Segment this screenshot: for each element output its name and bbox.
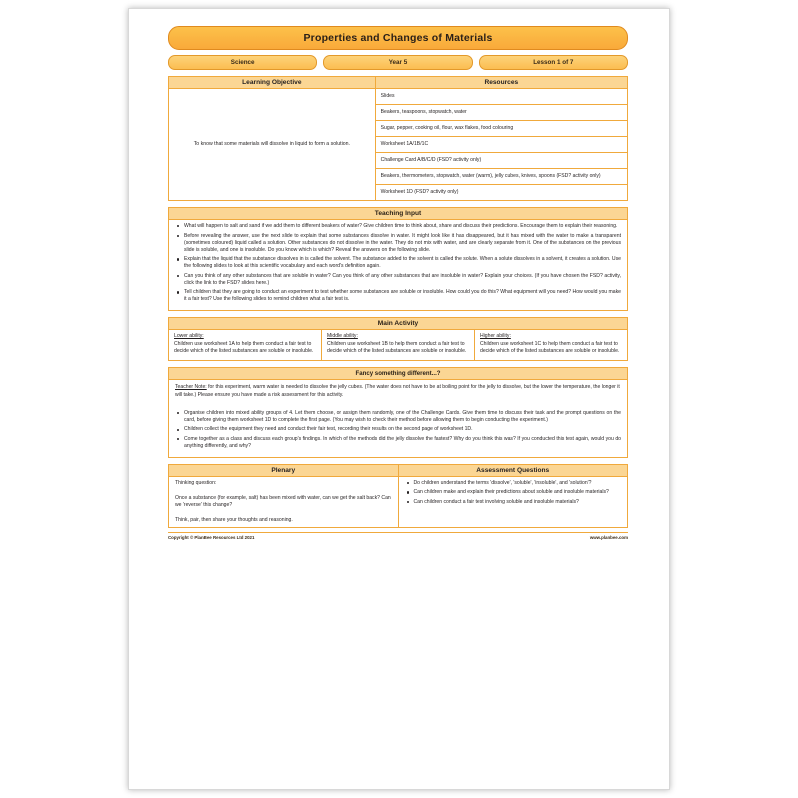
- teaching-input-section: [168, 207, 628, 311]
- middle-ability-label: Middle ability:: [327, 332, 358, 339]
- fancy-heading: Fancy something different...?: [169, 368, 627, 380]
- middle-ability-text: Children use worksheet 1B to help them conduct a fair test to decide which of the listed substances are soluble or insoluble.: [327, 341, 467, 355]
- teaching-input-bullet: Explain that the liquid that the substance dissolves in is called the solvent. The substance added to the solvent is called the solute. When a solute dissolves in a solvent, it creates a solution. Use the following slides to look at this scientific vocabulary and each word's definition again.: [175, 256, 621, 270]
- plenary-paragraph: Thinking question:: [175, 479, 217, 486]
- fancy-bullet: Come together as a class and discuss each group's findings. In which of the methods did the jelly dissolve the fastest? Why do you think this was? If you conducted this test again, would you do anything differently, and why?: [175, 436, 621, 450]
- objective-resources-table: [168, 76, 628, 201]
- resource-item: Slides: [376, 89, 627, 105]
- assessment-question: Do children understand the terms 'dissolve', 'soluble', 'insoluble', and 'solution'?: [405, 480, 622, 487]
- resource-item: Challenge Card A/B/C/D (FSD? activity only): [376, 153, 627, 169]
- main-activity-lower-ability: [169, 330, 322, 361]
- assessment-question: Can children make and explain their predictions about soluble and insoluble materials?: [405, 489, 622, 496]
- teaching-input-bullet: Before revealing the answer, use the next slide to explain that some substances dissolve in water. It might look like it has disappeared, but it has mixed with the water to make a transparent (sometimes coloured) liquid called a solution. Other substances do not dissolve in the water. They do not mix with water, and are clearly separate from it. One of the substances on the previous slide is soluble, and one is insoluble. Do you know which is which? Reveal the answers on the following slide.: [175, 233, 621, 254]
- teaching-input-bullet: Can you think of any other substances that are soluble in water? Can you think of any other substances that are insoluble in water? Explain your choices. (If you have chosen the FSD? activity, click the link to the FSD? slides here.): [175, 273, 621, 287]
- main-activity-heading: Main Activity: [169, 318, 627, 330]
- lower-ability-text: Children use worksheet 1A to help them conduct a fair test to decide which of the listed substances are soluble or insoluble.: [174, 341, 314, 355]
- plenary-paragraph: Think, pair, then share your thoughts and reasoning.: [175, 516, 293, 523]
- website-link[interactable]: www.planbee.com: [589, 535, 628, 541]
- main-activity-higher-ability: [475, 330, 627, 361]
- copyright-text: Copyright © PlanBee Resources Ltd 2021: [168, 535, 255, 541]
- higher-ability-text: Children use worksheet 1C to help them conduct a fair test to decide which of the listed substances are soluble or insoluble.: [480, 341, 620, 355]
- lesson-number-pill: Lesson 1 of 7: [479, 55, 628, 70]
- plenary-assessment-section: [168, 464, 628, 529]
- lower-ability-label: Lower ability:: [174, 332, 204, 339]
- subject-pill: Science: [168, 55, 317, 70]
- resource-item: Beakers, thermometers, stopwatch, water (warm), jelly cubes, knives, spoons (FSD? activity only): [376, 169, 627, 185]
- learning-objective-column: [169, 77, 376, 200]
- teaching-input-heading: Teaching Input: [169, 208, 627, 220]
- fancy-bullet: Organise children into mixed ability groups of 4. Let them choose, or assign them randomly, one of the Challenge Cards. Give them time to discuss their task and the prompt questions on the card, before giving them worksheet 1D to complete the first page. (You may wish to check their method before allowing them to begin conducting the experiment.): [175, 410, 621, 424]
- fancy-something-different-section: [168, 367, 628, 457]
- resources-column: [376, 77, 627, 200]
- lesson-plan-sheet: [168, 26, 628, 762]
- higher-ability-label: Higher ability:: [480, 332, 511, 339]
- teacher-note-text: for this experiment, warm water is needed to dissolve the jelly cubes. (The water does not have to be at boiling point for the jelly to dissolve, but the lower the temperature, the longer it will take.) Please ensure you have made a risk assessment for this activity.: [175, 384, 620, 398]
- plenary-column: [169, 465, 399, 528]
- learning-objective-heading: Learning Objective: [169, 77, 375, 89]
- teaching-input-bullet: Tell children that they are going to conduct an experiment to test whether some substances are soluble or insoluble. How could you do this? What equipment will you need? How would you make it a fair test? Use the following slides to remind children what a fair test is.: [175, 289, 621, 303]
- assessment-column: [399, 465, 628, 528]
- resource-item: Worksheet 1D (FSD? activity only): [380, 189, 459, 196]
- main-activity-middle-ability: [322, 330, 475, 361]
- resource-item: Beakers, teaspoons, stopwatch, water: [376, 105, 627, 121]
- page-footer: [168, 532, 628, 540]
- teacher-note-label: Teacher Note:: [175, 384, 207, 391]
- assessment-question: Can children conduct a fair test involving soluble and insoluble materials?: [405, 499, 622, 506]
- learning-objective-text: To know that some materials will dissolve in liquid to form a solution.: [193, 140, 350, 147]
- resource-item: Worksheet 1A/1B/1C: [376, 137, 627, 153]
- lesson-meta-row: [168, 55, 628, 70]
- main-activity-section: [168, 317, 628, 362]
- year-pill: Year 5: [323, 55, 472, 70]
- plenary-paragraph: Once a substance (for example, salt) has been mixed with water, can we get the salt back? Can we 'reverse' this change?: [175, 494, 391, 508]
- resources-heading: Resources: [376, 77, 627, 89]
- plenary-heading: Plenary: [169, 465, 398, 477]
- assessment-heading: Assessment Questions: [399, 465, 628, 477]
- page-title: Properties and Changes of Materials: [168, 26, 628, 50]
- resource-item: Sugar, pepper, cooking oil, flour, wax flakes, food colouring: [376, 121, 627, 137]
- fancy-bullet: Children collect the equipment they need and conduct their fair test, recording their results on the second page of worksheet 1D.: [175, 426, 621, 433]
- teaching-input-bullet: What will happen to salt and sand if we add them to different beakers of water? Give children time to think about, share and discuss their predictions. Encourage them to explain their reasoning.: [175, 223, 621, 230]
